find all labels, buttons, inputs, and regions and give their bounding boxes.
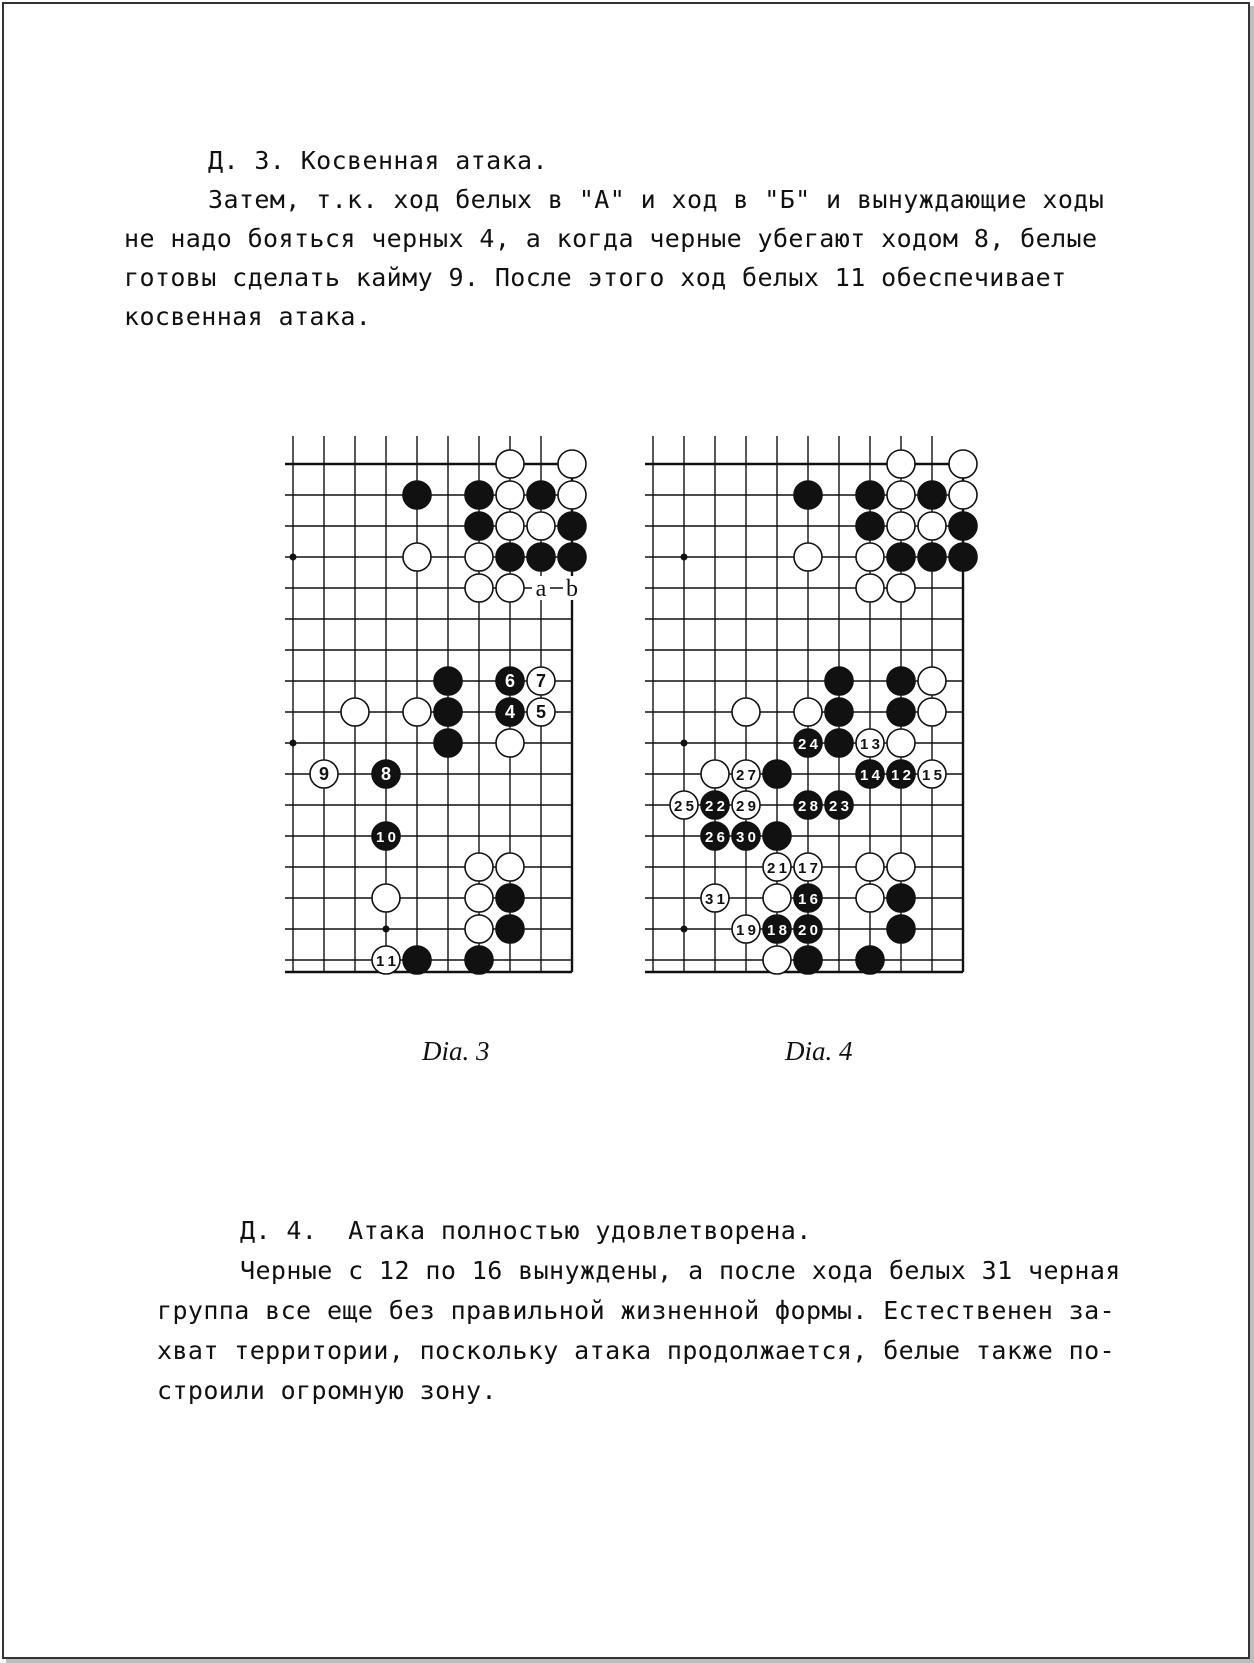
go-diagrams [285, 436, 1005, 1076]
white-stone [794, 853, 822, 881]
black-stone [465, 512, 493, 540]
white-stone [763, 853, 791, 881]
white-stone [794, 698, 822, 726]
white-stone [310, 760, 338, 788]
white-stone [918, 512, 946, 540]
black-stone [887, 698, 915, 726]
black-stone [825, 729, 853, 757]
move-number: 22 [705, 798, 725, 815]
move-number: 29 [736, 798, 756, 815]
white-stone [763, 884, 791, 912]
section4-line-4: строили огромную зону. [157, 1376, 497, 1405]
board-label: a [535, 576, 547, 602]
section4-line-2: группа все еще без правильной жизненной формы. Естественен за- [157, 1296, 1115, 1325]
black-stone [918, 543, 946, 571]
move-number: 20 [798, 922, 818, 939]
white-stone [949, 481, 977, 509]
go-board-dia-4 [645, 436, 1005, 1036]
black-stone [496, 915, 524, 943]
white-stone [558, 481, 586, 509]
move-number: 30 [736, 829, 756, 846]
black-stone [794, 884, 822, 912]
white-stone [670, 791, 698, 819]
white-stone [732, 791, 760, 819]
move-number: 4 [504, 702, 516, 722]
black-stone [558, 543, 586, 571]
move-number: 6 [504, 671, 516, 691]
white-stone [856, 543, 884, 571]
black-stone [496, 667, 524, 695]
move-number: 18 [767, 922, 787, 939]
white-stone [403, 698, 431, 726]
white-stone [527, 512, 555, 540]
black-stone [856, 760, 884, 788]
black-stone [887, 760, 915, 788]
white-stone [887, 853, 915, 881]
move-number: 21 [767, 860, 787, 877]
white-stone [465, 915, 493, 943]
black-stone [465, 481, 493, 509]
page-shadow [6, 1659, 1254, 1663]
black-stone [856, 481, 884, 509]
black-stone [825, 698, 853, 726]
move-number: 23 [829, 798, 849, 815]
move-number: 15 [922, 767, 942, 784]
black-stone [732, 822, 760, 850]
white-stone [856, 729, 884, 757]
white-stone [887, 729, 915, 757]
move-number: 14 [860, 767, 880, 784]
black-stone [701, 791, 729, 819]
black-stone [763, 822, 791, 850]
black-stone [887, 667, 915, 695]
star-point [681, 926, 688, 933]
move-number: 31 [705, 891, 725, 908]
black-stone [949, 543, 977, 571]
move-number: 5 [535, 702, 547, 722]
black-stone [372, 760, 400, 788]
white-stone [732, 915, 760, 943]
white-stone [496, 729, 524, 757]
black-stone [794, 915, 822, 943]
white-stone [856, 574, 884, 602]
black-stone [918, 481, 946, 509]
white-stone [372, 946, 400, 974]
white-stone [856, 853, 884, 881]
move-number: 12 [891, 767, 911, 784]
black-stone [856, 946, 884, 974]
star-point [681, 740, 688, 747]
move-number: 16 [798, 891, 818, 908]
section3-line-1: Затем, т.к. ход белых в "А" и ход в "Б" и вынуждающие ходы [208, 185, 1105, 214]
black-stone [949, 512, 977, 540]
black-stone [794, 946, 822, 974]
move-number: 26 [705, 829, 725, 846]
move-number: 19 [736, 922, 756, 939]
black-stone [558, 512, 586, 540]
star-point [681, 554, 688, 561]
white-stone [496, 512, 524, 540]
move-number: 9 [318, 764, 330, 784]
star-point [290, 554, 297, 561]
section3-line-3: готовы сделать кайму 9. После этого ход белых 11 обеспечивает [124, 263, 1067, 292]
black-stone [825, 667, 853, 695]
move-number: 7 [535, 671, 547, 691]
move-number: 11 [376, 953, 396, 970]
black-stone [527, 481, 555, 509]
black-stone [856, 512, 884, 540]
section4-line-3: хват территории, поскольку атака продолжается, белые также по- [157, 1336, 1115, 1365]
black-stone [496, 543, 524, 571]
black-stone [701, 822, 729, 850]
section4-heading: Д. 4. Атака полностью удовлетворена. [240, 1216, 812, 1245]
white-stone [856, 884, 884, 912]
black-stone [887, 884, 915, 912]
black-stone [527, 543, 555, 571]
white-stone [372, 884, 400, 912]
black-stone [763, 915, 791, 943]
white-stone [918, 760, 946, 788]
black-stone [794, 729, 822, 757]
star-point [383, 926, 390, 933]
white-stone [732, 760, 760, 788]
black-stone [887, 543, 915, 571]
section4-line-1: Черные с 12 по 16 вынуждены, а после хода белых 31 черная [240, 1256, 1121, 1285]
black-stone [887, 915, 915, 943]
black-stone [496, 698, 524, 726]
white-stone [887, 574, 915, 602]
black-stone [794, 791, 822, 819]
move-number: 8 [380, 764, 392, 784]
white-stone [887, 481, 915, 509]
section3-line-2: не надо бояться черных 4, а когда черные убегают ходом 8, белые [124, 224, 1098, 253]
white-stone [732, 698, 760, 726]
white-stone [794, 543, 822, 571]
black-stone [465, 946, 493, 974]
black-stone [763, 760, 791, 788]
white-stone [701, 760, 729, 788]
move-number: 17 [798, 860, 818, 877]
move-number: 28 [798, 798, 818, 815]
white-stone [763, 946, 791, 974]
white-stone [527, 667, 555, 695]
black-stone [794, 481, 822, 509]
caption-dia-4: Dia. 4 [785, 1036, 853, 1066]
move-number: 13 [860, 736, 880, 753]
caption-dia-3: Dia. 3 [422, 1036, 490, 1066]
white-stone [918, 698, 946, 726]
white-stone [496, 574, 524, 602]
page-shadow [1250, 6, 1254, 1663]
white-stone [558, 450, 586, 478]
white-stone [701, 884, 729, 912]
black-stone [434, 729, 462, 757]
white-stone [918, 667, 946, 695]
white-stone [887, 512, 915, 540]
white-stone [465, 884, 493, 912]
white-stone [465, 853, 493, 881]
section3-line-4: косвенная атака. [124, 302, 372, 331]
star-point [290, 740, 297, 747]
black-stone [372, 822, 400, 850]
move-number: 25 [674, 798, 694, 815]
white-stone [496, 481, 524, 509]
black-stone [403, 946, 431, 974]
move-number: 24 [798, 736, 818, 753]
move-number: 27 [736, 767, 756, 784]
white-stone [403, 543, 431, 571]
white-stone [949, 450, 977, 478]
black-stone [434, 667, 462, 695]
section3-heading: Д. 3. Косвенная атака. [208, 146, 548, 175]
white-stone [496, 853, 524, 881]
go-board-dia-3 [285, 436, 615, 1036]
white-stone [527, 698, 555, 726]
white-stone [465, 574, 493, 602]
white-stone [465, 543, 493, 571]
white-stone [887, 450, 915, 478]
black-stone [434, 698, 462, 726]
white-stone [496, 450, 524, 478]
white-stone [341, 698, 369, 726]
board-label: b [566, 576, 578, 602]
black-stone [825, 791, 853, 819]
black-stone [496, 884, 524, 912]
move-number: 10 [376, 829, 396, 846]
black-stone [403, 481, 431, 509]
